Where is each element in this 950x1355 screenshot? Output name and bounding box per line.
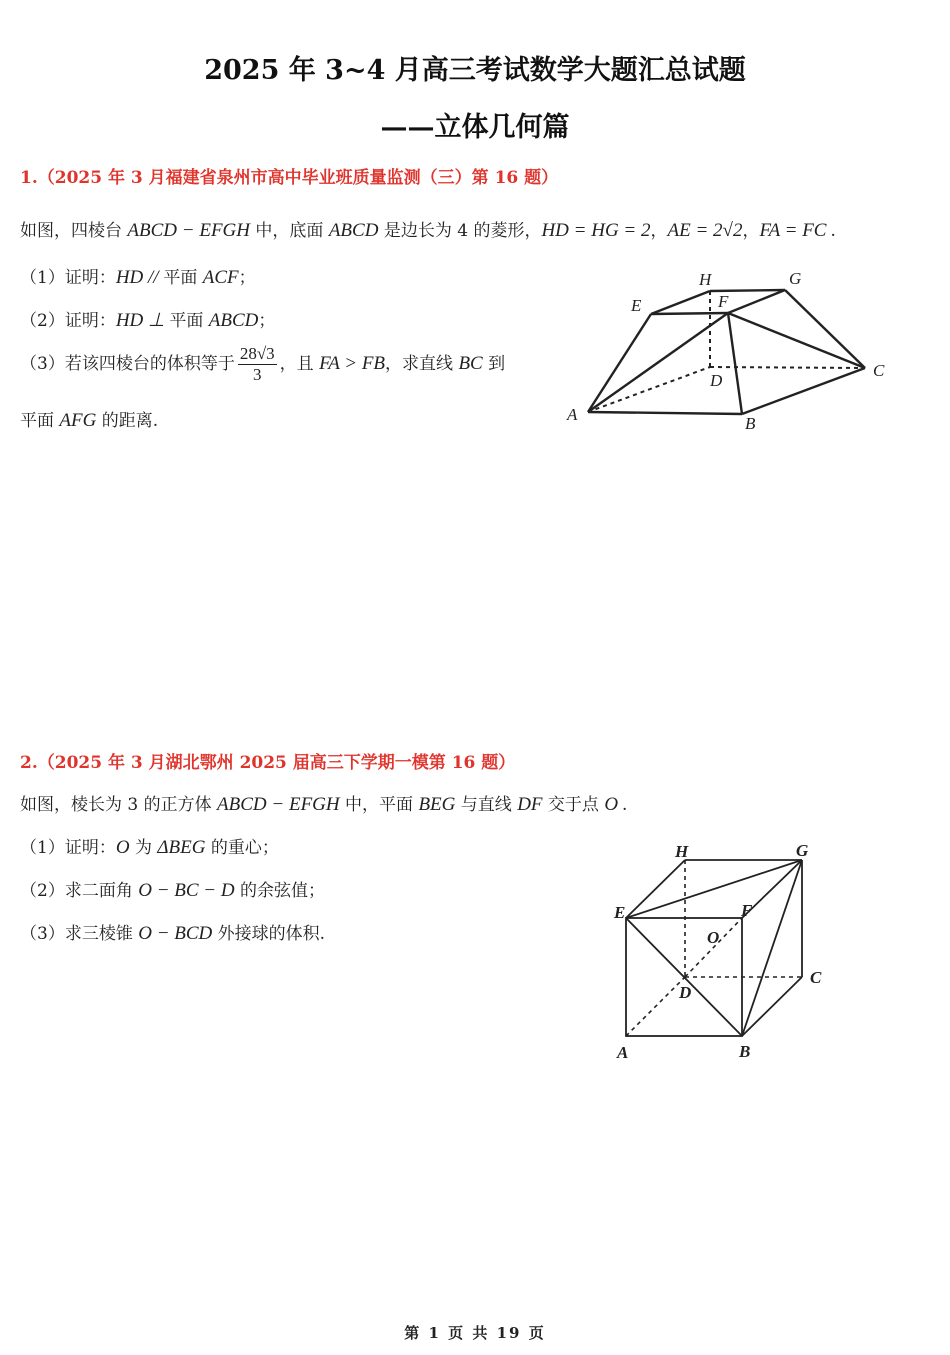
label-H: H <box>699 270 712 289</box>
cube-label-B: B <box>739 1042 751 1061</box>
label-C: C <box>873 361 885 380</box>
q1-part-1: （1）证明：HD // 平面 ACF； <box>20 267 256 288</box>
cube-label-O: O <box>707 928 720 947</box>
cube-label-H: H <box>675 842 689 861</box>
volume-fraction: $\frac{28√3}{3}$ <box>239 344 275 384</box>
q2-part-2: （2）求二面角 O − BC − D 的余弦值； <box>20 880 326 901</box>
cube-label-E: E <box>614 903 626 922</box>
label-F: F <box>718 292 729 311</box>
page-title: 2025 年 3~4 月高三考试数学大题汇总试题 <box>204 55 746 86</box>
q2-part-3: （3）求三棱锥 O − BCD 外接球的体积. <box>20 923 326 944</box>
q1-header: 1.（2025 年 3 月福建省泉州市高中毕业班质量监测（三）第 16 题） <box>20 168 559 188</box>
q1-stem: 如图，四棱台 ABCD − EFGH 中，底面 ABCD 是边长为 4 的菱形，HD = HG = 2，AE = 2√2，FA = FC . <box>20 220 836 241</box>
cube-label-G: G <box>796 841 809 860</box>
q1-part-3: （3）若该四棱台的体积等于 $\frac{28√3}{3}$ ，且 FA > FB，求直线 BC 到 <box>20 344 506 384</box>
label-E: E <box>631 296 642 315</box>
q1-part-2: （2）证明：HD ⊥ 平面 ABCD； <box>20 310 276 331</box>
label-B: B <box>745 414 756 433</box>
page-footer: 第 1 页 共 19 页 <box>404 1324 546 1342</box>
q1-part-3-cont: 平面 AFG 的距离. <box>20 410 159 431</box>
q2-header: 2.（2025 年 3 月湖北鄂州 2025 届高三下学期一模第 16 题） <box>20 753 516 773</box>
cube-label-D: D <box>679 983 692 1002</box>
q2-part-1: （1）证明：O 为 ΔBEG 的重心； <box>20 837 279 858</box>
label-A: A <box>567 405 578 424</box>
cube-label-F: F <box>741 901 753 920</box>
q2-stem: 如图，棱长为 3 的正方体 ABCD − EFGH 中，平面 BEG 与直线 DF 交于点 O . <box>20 794 628 815</box>
label-D: D <box>710 371 723 390</box>
cube-label-C: C <box>810 968 822 987</box>
label-G: G <box>789 269 802 288</box>
page-subtitle: ——立体几何篇 <box>380 112 570 143</box>
cube-label-A: A <box>617 1043 629 1062</box>
